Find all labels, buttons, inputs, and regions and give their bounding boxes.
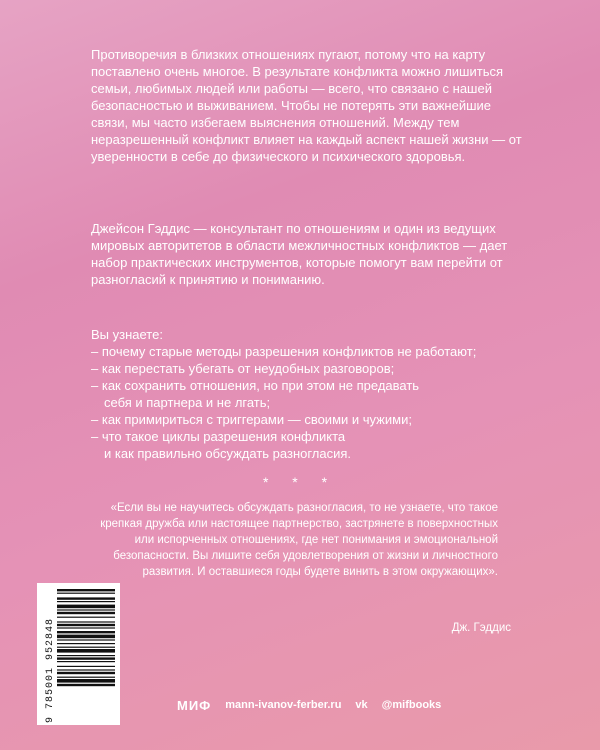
barcode-bar: [57, 666, 115, 667]
barcode-bar: [57, 631, 115, 633]
list-item: – почему старые методы разрешения конфликтов не работают;: [91, 344, 477, 359]
barcode-bar: [57, 655, 115, 656]
vk-icon: vk: [355, 699, 368, 711]
isbn-barcode: [37, 583, 120, 725]
barcode-bar: [57, 672, 115, 674]
barcode-bar: [57, 661, 115, 662]
barcode-bar: [57, 669, 115, 670]
barcode-bar: [57, 605, 115, 609]
barcode-bar: [57, 617, 115, 618]
list-item: себя и партнера и не лгать;: [104, 395, 271, 410]
barcode-bar: [57, 649, 115, 653]
quote-author: Дж. Гэддис: [451, 622, 511, 634]
list-item: и как правильно обсуждать разногласия.: [104, 446, 352, 461]
barcode-bar: [57, 627, 115, 628]
barcode-bar: [57, 609, 115, 610]
list-item: – как примириться с триггерами — своими и чужими;: [91, 412, 412, 427]
list-item: – что такое циклы разрешения конфликта: [91, 429, 346, 444]
barcode-bar: [57, 657, 115, 659]
barcode-bar: [57, 684, 115, 686]
list-item: – как сохранить отношения, но при этом не предавать: [91, 378, 420, 393]
section-separator: * * *: [262, 474, 338, 490]
barcode-bar: [57, 635, 115, 639]
learn-heading: Вы узнаете:: [91, 327, 163, 342]
barcode-bar: [57, 589, 115, 591]
learn-list-section: [91, 326, 531, 462]
author-bio-paragraph: Джейсон Гэддис — консультант по отношениям и один из ведущих мировых авторитетов в области межличностных конфликтов — дает набор практических инструментов, которые помогут вам перейти от разногласий к принятию и пониманию.: [91, 221, 508, 287]
barcode-bar: [57, 647, 115, 648]
publisher-footer: [177, 696, 441, 714]
barcode-bar: [57, 677, 115, 678]
list-item: – как перестать убегать от неудобных разговоров;: [91, 361, 395, 376]
publisher-logo: МИФ: [177, 697, 212, 713]
barcode-bar: [57, 639, 115, 640]
social-handle: @mifbooks: [381, 699, 442, 711]
barcode-number: 9 785001 952848: [45, 617, 56, 723]
publisher-website: mann-ivanov-ferber.ru: [225, 699, 342, 711]
barcode-bar: [57, 612, 115, 614]
barcode-bar: [57, 624, 115, 626]
intro-paragraph: Противоречия в близких отношениях пугают, потому что на карту поставлено очень многое. В результате конфликта можно лишиться семьи, любимых людей или работы — всего, что связано с нашей безопасностью и выживанием. Чтобы не потерять эти важнейшие связи, мы часто избегаем выяснения отношений. Между тем неразрешенный конфликт влияет на каждый аспект нашей жизни — от уверенности в себе до физического и психического здоровья.: [91, 47, 522, 164]
barcode-bar: [57, 679, 115, 683]
quote-text: «Если вы не научитесь обсуждать разногласия, то не узнаете, что такое крепкая дружба или настоящее партнерство, застрянете в поверхностных или испорченных отношениях, где нет понимания и эмоциональной безопасности. Вы лишите себя удовлетворения от жизни и личностного развития. И оставшиеся годы будете винить в этом окружающих».: [100, 502, 498, 578]
barcode-bar: [57, 597, 115, 599]
learn-list: [91, 343, 531, 462]
barcode-bar: [57, 643, 115, 644]
barcode-bar: [57, 621, 115, 622]
barcode-bar: [57, 601, 115, 602]
barcode-bar: [57, 593, 115, 594]
